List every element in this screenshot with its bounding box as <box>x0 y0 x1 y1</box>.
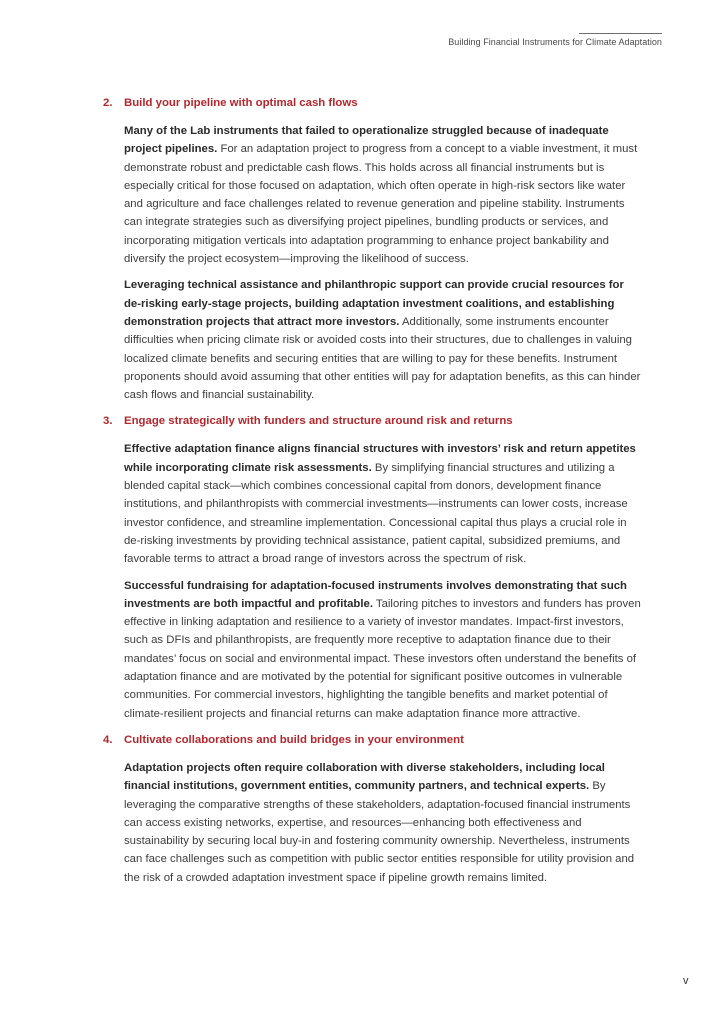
section-heading <box>103 731 644 749</box>
paragraph-lead: Effective adaptation finance aligns financial structures with investors’ risk and return appetites while incorporating climate risk assessments. <box>124 443 636 474</box>
paragraph-body: By leveraging the comparative strengths of these stakeholders, adaptation-focused financial instruments can access existing networks, expertise, and resources—enhancing both effectiveness and sustainability by securing local buy-in and fostering community ownership. Nevertheless, instruments can face challenges such as competition with public sector entities responsible for utility provision and the risk of a crowded adaptation investment space if pipeline growth remains limited. <box>124 780 635 884</box>
section-number: 3. <box>103 415 113 428</box>
paragraph-lead: Many of the Lab instruments that failed to operationalize struggled because of inadequate project pipelines. <box>124 125 609 156</box>
paragraph-body: Additionally, some instruments encounter difficulties when pricing climate risk or avoided costs into their structures, due to challenges in valuing localized climate benefits and securing entities that are willing to pay for these benefits. Instrument proponents should avoid assuming that other entities will pay for adaptation benefits, as this can hinder cash flows and financial sustainability. <box>124 315 641 402</box>
section-2 <box>103 94 644 404</box>
paragraph-body: By simplifying financial structures and utilizing a blended capital stack—which combines concessional capital from donors, development finance institutions, and philanthropists with commercial investments—instruments can lower costs, increase investor confidence, and streamline implementation. Concessional capital thus plays a crucial role in de-risking investments by providing technical assistance, patient capital, subsidized premiums, and favorable terms to attract a broad range of investors across the spectrum of risk. <box>124 461 628 566</box>
running-header: Building Financial Instruments for Climate Adaptation <box>448 37 662 47</box>
section-3 <box>103 412 644 722</box>
section-title: Engage strategically with funders and structure around risk and returns <box>124 415 513 428</box>
page-number: v <box>683 975 689 987</box>
paragraph-lead: Leveraging technical assistance and philanthropic support can provide crucial resources for de-risking early-stage projects, building adaptation investment coalitions, and establishing demonstration projects that attract more investors. <box>124 279 624 328</box>
section-title: Cultivate collaborations and build bridges in your environment <box>124 733 464 746</box>
section-number: 4. <box>103 733 113 746</box>
paragraph-body: Tailoring pitches to investors and funders has proven effective in linking adaptation and resilience to a variety of investor mandates. Impact-first investors, such as DFIs and philanthropists, are frequently more receptive to adaptation finance due to their mandates’ focus on social and environmental impact. These investors often understand the benefits of adaptation finance and are motivated by the potential for significant positive outcomes in vulnerable communities. For commercial investors, highlighting the tangible benefits and market potential of climate-resilient projects and financial returns can make adaptation finance more attractive. <box>124 597 641 720</box>
paragraph <box>124 440 644 568</box>
section-number: 2. <box>103 97 113 109</box>
paragraph <box>124 276 644 404</box>
section-heading <box>103 94 644 112</box>
header-rule <box>579 33 662 34</box>
section-4 <box>103 731 644 887</box>
section-heading <box>103 412 644 430</box>
paragraph-lead: Successful fundraising for adaptation-focused instruments involves demonstrating that such investments are both impactful and profitable. <box>124 579 627 610</box>
paragraph-lead: Adaptation projects often require collaboration with diverse stakeholders, including local financial institutions, government entities, community partners, and technical experts. <box>124 761 605 793</box>
paragraph <box>124 577 644 723</box>
paragraph <box>124 759 644 887</box>
section-title: Build your pipeline with optimal cash flows <box>124 97 358 109</box>
paragraph-body: For an adaptation project to progress from a concept to a viable investment, it must demonstrate robust and predictable cash flows. This holds across all financial instruments but is especially critical for those focused on adaptation, which often operate in high-risk sectors like water and agriculture and face challenges related to revenue generation and pipeline stability. Instruments can integrate strategies such as diversifying project pipelines, bundling products or services, and incorporating mitigation verticals into adaptation programming to enhance project bankability and diversify the project ecosystem—improving the likelihood of success. <box>124 143 638 266</box>
paragraph <box>124 122 644 268</box>
page-body <box>103 94 644 895</box>
